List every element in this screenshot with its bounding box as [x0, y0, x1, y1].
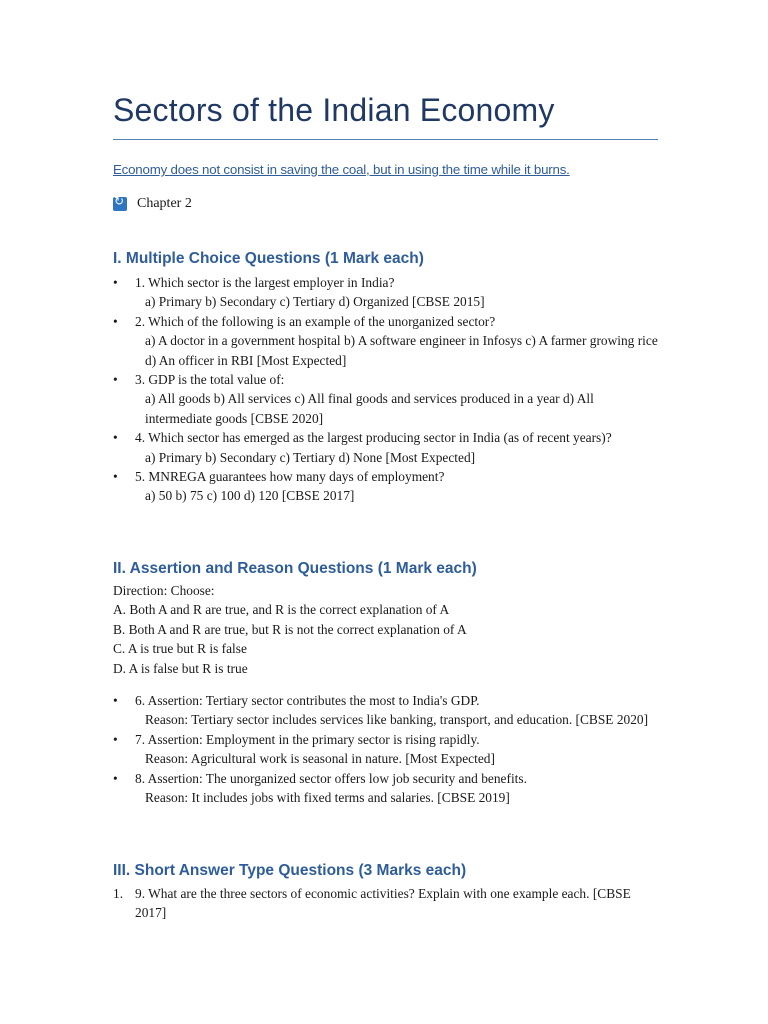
options-text: a) A doctor in a government hospital b) A software engineer in Infosys c) A farmer growing rice d) An officer in RBI [Most Expected]: [145, 333, 658, 368]
question-text: 9. What are the three sectors of economic activities? Explain with one example each. [CBSE 2017]: [135, 886, 631, 921]
section-heading-mcq: I. Multiple Choice Questions (1 Mark each): [113, 250, 424, 267]
refresh-icon[interactable]: [113, 197, 127, 211]
question-text: 5. MNREGA guarantees how many days of employment?: [135, 469, 445, 485]
bullet: •: [113, 313, 118, 329]
list-item: [113, 691, 658, 730]
direction-line: Direction: Choose:: [113, 583, 215, 598]
chapter-text: Chapter 2: [137, 196, 192, 211]
chapter-label: [113, 196, 192, 212]
options-text: a) All goods b) All services c) All final goods and services produced in a year d) All intermediate goods [CBSE 2020]: [145, 391, 594, 426]
list-item: [113, 730, 658, 769]
list-item: [113, 467, 658, 506]
list-item: [113, 370, 658, 428]
question-text: 3. GDP is the total value of:: [135, 372, 285, 388]
question-text: 1. Which sector is the largest employer in India?: [135, 275, 395, 290]
bullet: •: [113, 430, 118, 446]
bullet: •: [113, 770, 118, 786]
direction-block: [113, 581, 467, 678]
options-text: a) Primary b) Secondary c) Tertiary d) Organized [CBSE 2015]: [145, 294, 485, 310]
bullet: •: [113, 469, 118, 485]
quote-link[interactable]: Economy does not consist in saving the coal, but in using the time while it burns.: [113, 162, 570, 177]
reason-text: Reason: It includes jobs with fixed terms and salaries. [CBSE 2019]: [145, 790, 510, 806]
bullet: •: [113, 693, 118, 708]
reason-text: Reason: Tertiary sector includes services like banking, transport, and education. [CBSE 2020]: [145, 712, 649, 728]
question-text: 4. Which sector has emerged as the largest producing sector in India (as of recent years)?: [135, 430, 612, 446]
reason-text: Reason: Agricultural work is seasonal in nature. [Most Expected]: [145, 751, 495, 767]
assertion-text: 8. Assertion: The unorganized sector offers low job security and benefits.: [135, 770, 527, 786]
page-title: Sectors of the Indian Economy: [113, 92, 555, 128]
direction-line: C. A is true but R is false: [113, 641, 247, 657]
direction-line: B. Both A and R are true, but R is not the correct explanation of A: [113, 621, 467, 637]
direction-line: A. Both A and R are true, and R is the correct explanation of A: [113, 602, 450, 618]
bullet: •: [113, 731, 118, 747]
assertion-text: 7. Assertion: Employment in the primary sector is rising rapidly.: [135, 731, 480, 747]
bullet: •: [113, 275, 118, 290]
section-heading-short-answer: III. Short Answer Type Questions (3 Marks each): [113, 862, 467, 879]
list-item: [113, 884, 658, 923]
title-divider: [113, 139, 658, 140]
list-item: [113, 428, 658, 467]
item-number: 1.: [113, 886, 124, 901]
assertion-list: [113, 691, 658, 807]
options-text: a) Primary b) Secondary c) Tertiary d) None [Most Expected]: [145, 449, 476, 465]
list-item: [113, 273, 658, 312]
assertion-text: 6. Assertion: Tertiary sector contributes the most to India's GDP.: [135, 693, 480, 708]
question-text: 2. Which of the following is an example of the unorganized sector?: [135, 313, 496, 329]
list-item: [113, 312, 658, 370]
list-item: [113, 769, 658, 808]
section-heading-assertion: II. Assertion and Reason Questions (1 Mark each): [113, 560, 477, 577]
direction-line: D. A is false but R is true: [113, 660, 248, 676]
mcq-list: [113, 273, 658, 506]
bullet: •: [113, 372, 118, 388]
options-text: a) 50 b) 75 c) 100 d) 120 [CBSE 2017]: [145, 488, 355, 504]
short-answer-list: [113, 884, 658, 923]
